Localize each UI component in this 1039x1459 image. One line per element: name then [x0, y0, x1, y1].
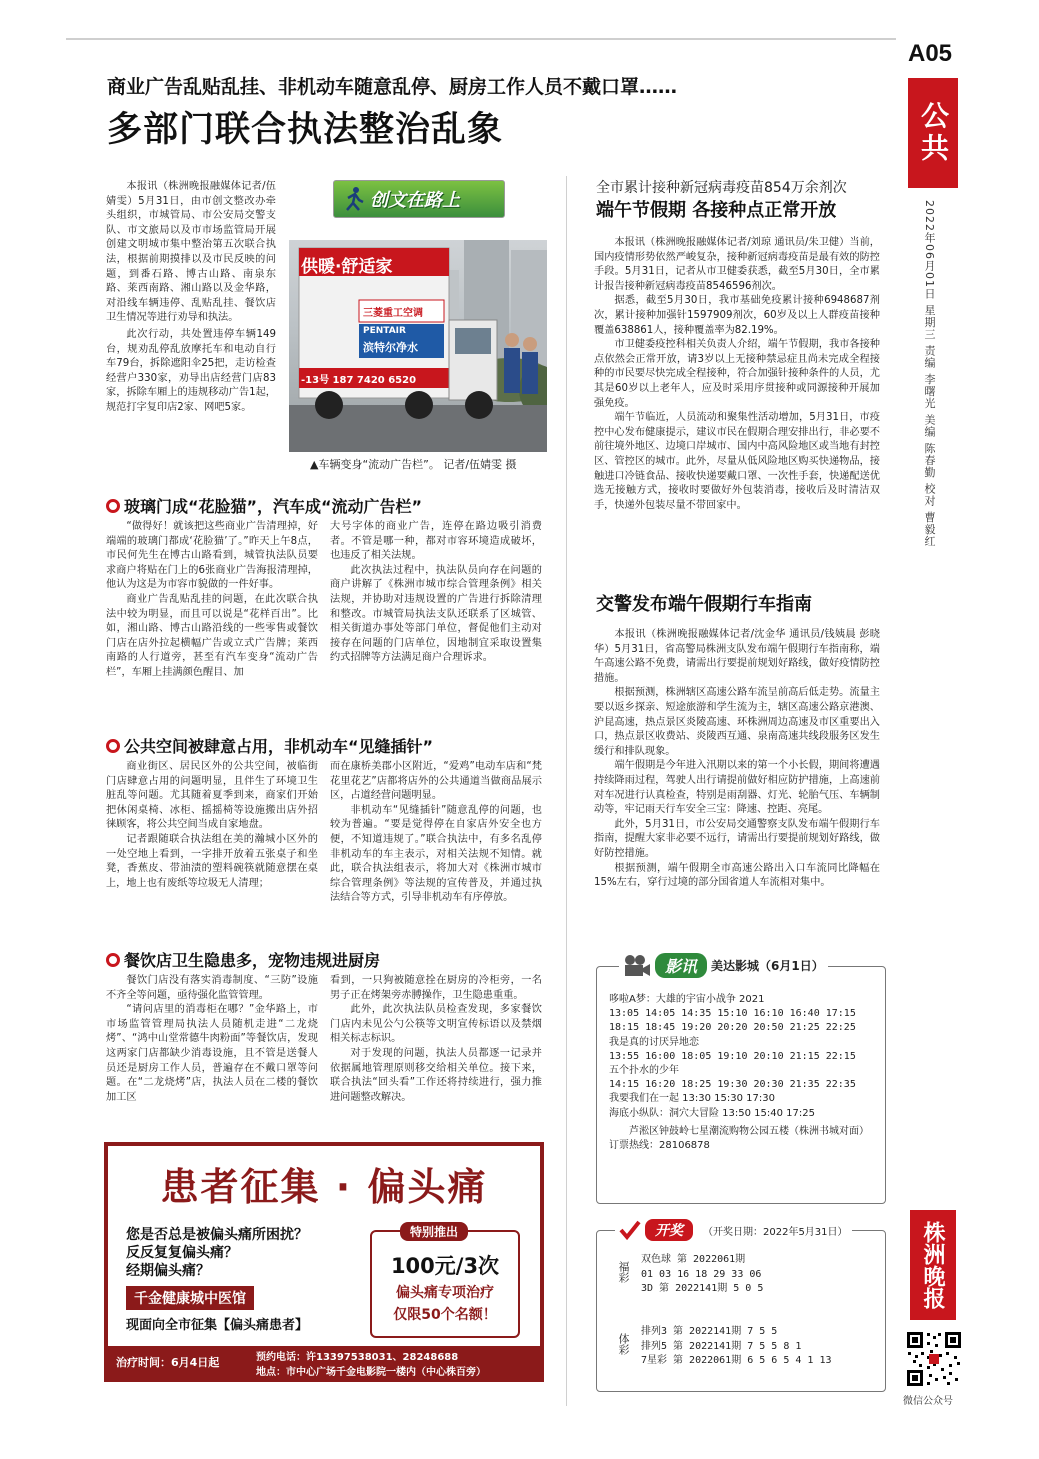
- truck-sign-brand: 供暖·舒适家: [301, 257, 393, 277]
- ad-question: 经期偏头痛？: [126, 1263, 210, 1279]
- sub2-heading: [106, 734, 433, 757]
- film-title: 海底小纵队：洞穴大冒险 13:50 15:40 17:25: [609, 1107, 815, 1119]
- ad-recruit: 现面向全市征集【偏头痛患者】: [126, 1318, 309, 1333]
- vaccine-paragraph: 据悉，截至5月30日，我市基础免疫累计接种6948687剂次，累计接种加强针1597909剂次，60岁及以上人群疫苗接种覆盖638861人，接种覆盖率为82.19%。: [594, 295, 880, 336]
- lottery-date: （开奖日期：2022年5月31日）: [703, 1226, 848, 1238]
- cinema-header: [619, 953, 828, 978]
- lottery-box: [596, 1223, 886, 1392]
- lottery-header: [615, 1219, 852, 1241]
- sub2-body-right: [330, 760, 542, 906]
- sub2-body-left: [106, 760, 318, 891]
- sub3-paragraph: “请问店里的消毒柜在哪？”金华路上，市市场监管管理局执法人员随机走进“二龙烧烤”、“鸿中山堂常德牛肉粉面”等餐饮店，发现这两家门店都缺少消毒设施，且不管是送餐人员还是厨房工作人员，普遍存在不戴口罩等问题。在“二龙烧烤”店，执法人员在二楼的餐饮加工区: [106, 1004, 318, 1103]
- cinema-list: [609, 993, 879, 1153]
- film-title: 我是真的讨厌异地恋: [609, 1036, 699, 1048]
- checkmark-icon: [619, 1220, 641, 1240]
- lead-photo: [289, 240, 547, 452]
- film-title: 哆啦A梦：大雄的宇宙小战争 2021: [609, 994, 765, 1005]
- traffic-paragraph: 端午假期是今年进入汛期以来的第一个小长假，期间将遭遇持续降雨过程，驾驶人出行请提前做好相应防护措施，上高速前对车况进行认真检查，特别是雨刮器、灯光、轮胎气压、车辆制动等，牢记雨天行车安全三宝：降速、控距、亮尾。: [594, 760, 880, 816]
- section-label: 公共: [908, 78, 958, 188]
- ticai-line: 排列3 第 2022141期 7 5 5: [641, 1326, 778, 1337]
- bullet-dot-icon: [106, 499, 120, 513]
- fucai-line: 双色球 第 2022061期: [641, 1254, 746, 1265]
- sub2-paragraph-cont: 而在康桥美郡小区附近，“爱鸡”电动车店和“梵花里花艺”店都将店外的公共通道当做商品展示区，占道经营问题明显。: [330, 761, 542, 802]
- fucai-label: 福彩: [617, 1261, 630, 1283]
- ad-limit: 仅限50个名额！: [393, 1307, 497, 1323]
- badge-chuangwen: [333, 180, 505, 218]
- sub1-paragraph: 商业广告乱贴乱挂的问题，在此次联合执法中较为明显，而且可以说是“花样百出”。比如，湘山路、博古山路沿线的一些零售或餐饮门店在店外拉起横幅广告或立式广告牌；莱西南路的人行道旁，甚至有汽车变身“流动广告栏”，车厢上挂满颜色醒目、加: [106, 593, 318, 678]
- cinema-box: [596, 957, 886, 1204]
- ad-time: 治疗时间：6月4日起: [116, 1356, 220, 1369]
- truck-sign-phone: -13号 187 7420 6520: [301, 375, 417, 386]
- bullet-dot-icon: [106, 739, 120, 753]
- traffic-paragraph: 本报讯（株洲晚报融媒体记者/沈金华 通讯员/钱姨晨 彭晓华）5月31日，省高警局株洲支队发布端午假期行车指南称，端午高速公路不免费，请需出行要提前规划好路线，做好疫情防控措施。: [594, 629, 880, 684]
- ad-address: 地点：市中心广场千金电影院一楼内（中心株百旁）: [256, 1367, 486, 1378]
- fucai-results: [641, 1253, 763, 1297]
- cinema-address: 芦淞区钟鼓岭七星潮流购物公园五楼（株洲书城对面）: [629, 1125, 869, 1137]
- vaccine-paragraph: 本报讯（株洲晚报融媒体记者/刘琼 通讯员/朱卫健）当前，国内疫情形势依然严峻复杂，接种新冠病毒疫苗是最有效的防控手段。5月31日，记者从市卫健委获悉，截至5月30日，全市累计报告接种新冠病毒疫苗8546596剂次。: [594, 237, 880, 292]
- lead-body: [106, 180, 276, 416]
- sub3-heading-text: 餐饮店卫生隐患多，宠物违规进厨房: [124, 951, 381, 970]
- film-times: 13:55 16:00 18:05 19:10 20:10 21:15 22:15: [609, 1050, 856, 1062]
- film-times: 14:15 16:20 18:25 19:30 20:30 21:35 22:35: [609, 1079, 856, 1091]
- sub2-paragraph: 记者跟随联合执法组在美的瀚城小区外的一处空地上看到，一字排开放着五张桌子和坐凳，香蕉皮、带油渍的塑料碗筷就随意摆在桌上，地上也有废纸等垃圾无人清理；: [106, 833, 318, 889]
- sub1-paragraph: “做得好！就该把这些商业广告清理掉，好端端的玻璃门都成‘花脸猫’了。”昨天上午8点，市民何先生在博古山路看到，城管执法队员要求商户将贴在门上的6张商业广告海报清理掉，他认为这是为市容市貌做的一件好事。: [106, 521, 318, 591]
- sub2-heading-text: 公共空间被肆意占用，非机动车“见缝插针”: [124, 737, 434, 756]
- photo-caption: ▲车辆变身“流动广告栏”。 记者/伍婧雯 摄: [310, 458, 517, 471]
- ad-special: 特别推出: [400, 1222, 468, 1241]
- top-rule: [66, 38, 896, 40]
- sub3-paragraph: 对于发现的问题，执法人员都逐一记录并依据属地管理原则移交给相关单位。接下来，联合执法“回头看”工作还将持续进行，强力推进问题整改解决。: [330, 1047, 542, 1103]
- ad-offer-box: [370, 1225, 520, 1338]
- ticai-line: 7星彩 第 2022061期 6 5 6 5 4 1 13: [641, 1355, 832, 1366]
- ad-questions: [126, 1226, 308, 1280]
- sub2-paragraph: 商业街区、居民区外的公共空间，被临街门店肆意占用的问题明显，且伴生了环境卫生脏乱等问题。尤其随着夏季到来，商家们开始把休闲桌椅、冰柜、摇摇椅等设施搬出店外招徕顾客，将公共空间当成自家地盘。: [106, 761, 318, 831]
- brand-logo: 株洲晚报: [910, 1210, 956, 1320]
- cinema-title: 美达影城（6月1日）: [711, 959, 824, 973]
- sub3-paragraph: 餐饮门店没有落实消毒制度、“三防”设施不齐全等问题，亟待强化监管管理。: [106, 975, 318, 1001]
- ticai-results: [641, 1325, 832, 1369]
- ticai-line: 排列5 第 2022141期 7 5 5 8 1: [641, 1340, 802, 1352]
- lead-paragraph: 本报讯（株洲晚报融媒体记者/伍婧雯）5月31日，由市创文整改办牵头组织，市城管局、市公安局交警支队、市文旅局以及市市场监管局开展创建文明城市集中整治第五次联合执法，根据前期摸排以及市民反映的问题，到番石路、博古山路、南泉东路、莱西南路、湘山路以及金华路，对沿线车辆违停、乱贴乱挂、餐饮店卫生情况等进行劝导和执法。: [106, 181, 276, 324]
- sub1-paragraph-cont: 大号字体的商业广告，连停在路边吸引消费者。不管是哪一种，都对市容环境造成破坏，也违反了相关法规。: [330, 521, 542, 562]
- film-times: 13:05 14:05 14:35 15:10 16:10 16:40 17:15: [609, 1008, 856, 1020]
- column-divider: [566, 176, 567, 1406]
- ad-price: 100元/3次: [390, 1254, 500, 1278]
- vaccine-paragraph: 市卫健委疫控科相关负责人介绍，端午节假期，我市各接种点依然会正常开放，请3岁以上无接种禁忌症且尚未完成全程接种的市民要尽快完成全程接种，符合加强针接种条件的人员，尤其是60岁以上老年人，应及时采用序贯接种或同源接种开展加强免疫。: [594, 339, 880, 409]
- lead-kicker: 商业广告乱贴乱挂、非机动车随意乱停、厨房工作人员不戴口罩……: [107, 76, 678, 98]
- vaccine-body: [594, 236, 880, 513]
- vaccine-kicker: 全市累计接种新冠病毒疫苗854万余剂次: [596, 180, 847, 196]
- runner-icon: [342, 186, 366, 212]
- sub1-heading: [106, 494, 422, 517]
- ad-phone[interactable]: 预约电话：许13397538031、28248688: [256, 1352, 459, 1363]
- lead-paragraph: 此次行动，共处置违停车辆149台，规劝乱停乱放摩托车和电动自行车79台，拆除遮阳伞25把，走访检查经营户330家，劝导出店经营门店83家，拆除车厢上的违规移动广告1起，规范打字复印店2家、网吧5家。: [106, 328, 276, 413]
- ticai-label: 体彩: [617, 1333, 630, 1355]
- ad-question: 反反复复偏头痛？: [126, 1245, 238, 1261]
- cinema-tag: 影讯: [655, 953, 707, 978]
- sub1-heading-text: 玻璃门成“花脸猫”，汽车成“流动广告栏”: [124, 497, 423, 516]
- dateline: 2022年06月01日 星期三 责编 李曙光 美编 陈春勤 校对 曹毅红: [923, 200, 936, 548]
- lottery-tag: 开奖: [645, 1219, 693, 1241]
- traffic-headline: 交警发布端午假期行车指南: [596, 594, 812, 615]
- traffic-paragraph: 根据预测，端午假期全市高速公路出入口车流同比降幅在15%左右，穿行过境的部分国省道人车流相对集中。: [594, 862, 880, 889]
- bullet-dot-icon: [106, 953, 120, 967]
- vaccine-paragraph: 端午节临近，人员流动和聚集性活动增加，5月31日，市疫控中心发布健康提示，建议市民在假期合理安排出行，非必要不前往境外地区、边境口岸城市、国内中高风险地区或当地有封控区、管控区的城市。此外，尽量从低风险地区购买快递物品，接触进口冷链食品、接收快递要戴口罩、一次性手套，快递配送优选无接触方式，接收时要做好外包装消毒，接收后及时清洁双手，快递外包装尽量不带回家中。: [594, 412, 880, 511]
- film-title: 我要我们在一起 13:30 15:30 17:30: [609, 1093, 775, 1105]
- sub3-heading: [106, 948, 380, 971]
- traffic-body: [594, 628, 880, 891]
- qr-caption: 微信公众号: [903, 1396, 953, 1407]
- traffic-paragraph: 根据预测，株洲辖区高速公路车流呈前高后低走势。流量主要以返乡探亲、短途旅游和学生流为主，辖区高速公路京港澳、沪昆高速，热点景区炎陵高速、环株洲周边高速及市区重要出入口，热点景区收费站、炎陵西互通、泉南高速共线段服务区发生缓行和排队现象。: [594, 687, 880, 757]
- vaccine-headline: 端午节假期 各接种点正常开放: [596, 200, 837, 221]
- sub2-paragraph: 非机动车“见缝插针”随意乱停的问题，也较为普遍。“要是觉得停在自家店外安全也方便，不知道违规了。”联合执法中，有多名乱停非机动车的车主表示，对相关法规不知情。就此，联合执法组表示，将加大对《株洲市城市综合管理条例》等法规的宣传普及，并通过执法结合等方式，引导非机动车有序停放。: [330, 804, 542, 904]
- sub1-body-left: [106, 520, 318, 681]
- film-camera-icon: [623, 954, 651, 978]
- film-times: 18:15 18:45 19:20 20:20 20:50 21:25 22:25: [609, 1022, 856, 1034]
- lead-headline: 多部门联合执法整治乱象: [107, 110, 504, 150]
- sub3-paragraph: 此外，此次执法队员检查发现，多家餐饮门店内未见公勺公筷等文明宣传标语以及禁烟相关标志标识。: [330, 1004, 542, 1045]
- ad-question: 您是否总是被偏头痛所困扰？: [126, 1227, 308, 1243]
- cinema-hotline: 订票热线：28106878: [609, 1140, 710, 1152]
- ad-clinic: 千金健康城中医馆: [126, 1286, 254, 1310]
- sub1-paragraph: 此次执法过程中，执法队员向存在问题的商户讲解了《株洲市城市综合管理条例》相关法规，并协助对违规设置的广告进行拆除清理和整改。市城管局执法支队还联系了区城管、相关街道办事处等部门单位，督促他们主动对接存在问题的门店单位，因地制宜采取设置集约式招牌等方法满足商户合理诉求。: [330, 564, 542, 664]
- sub3-paragraph-cont: 看到，一只狗被随意拴在厨房的冷柜旁，一名男子正在烤架旁赤膊操作，卫生隐患重重。: [330, 975, 542, 1001]
- qr-code[interactable]: [905, 1330, 963, 1388]
- migraine-ad[interactable]: [104, 1142, 544, 1382]
- truck-sign-ac: 三菱重工空调: [363, 308, 423, 319]
- ad-title: 患者征集 · 偏头痛: [160, 1165, 488, 1209]
- traffic-paragraph: 此外，5月31日，市公安局交通警察支队发布端午假期行车指南，提醒大家非必要不远行，请需出行要提前规划好路线，做好防控措施。: [594, 818, 880, 859]
- truck-sign-pentair: PENTAIR: [363, 326, 406, 336]
- fucai-line: 01 03 16 18 29 33 06: [641, 1268, 762, 1280]
- truck-sign-water: 滨特尔净水: [363, 341, 418, 354]
- page-number: A05: [908, 40, 953, 67]
- ad-treatment: 偏头痛专项治疗: [396, 1285, 494, 1301]
- fucai-line: 3D 第 2022141期 5 0 5: [641, 1283, 764, 1294]
- ad-footer: [108, 1346, 540, 1378]
- film-title: 五个扑水的少年: [609, 1065, 679, 1077]
- badge-label: 创文在路上: [370, 190, 460, 211]
- sub1-body-right: [330, 520, 542, 666]
- sub3-body-right: [330, 974, 542, 1105]
- sub3-body-left: [106, 974, 318, 1105]
